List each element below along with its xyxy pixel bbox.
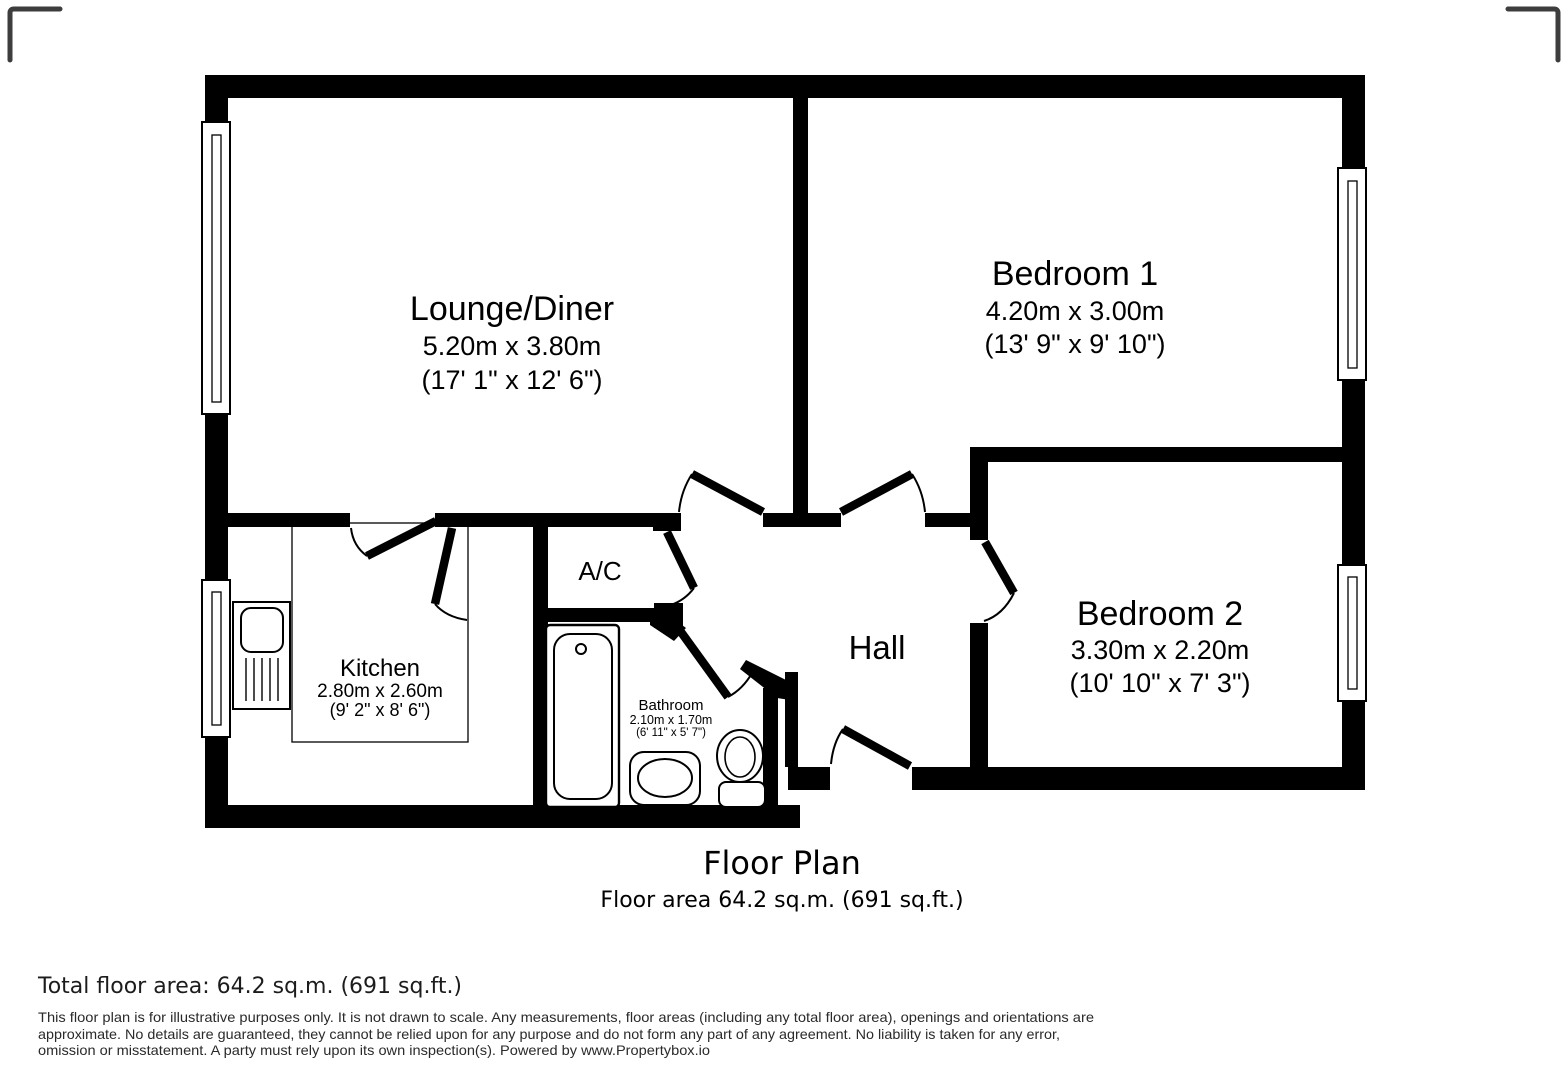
room-label-ac: A/C xyxy=(578,556,622,586)
total-floor-area: Total floor area: 64.2 sq.m. (691 sq.ft.) xyxy=(38,974,463,999)
room-dims-metric: 3.30m x 2.20m xyxy=(1070,635,1250,665)
door-icon xyxy=(841,474,925,512)
bathtub-icon xyxy=(546,625,619,807)
crop-mark-icon xyxy=(1508,9,1558,60)
door-icon xyxy=(435,528,467,620)
room-name: Bedroom 2 xyxy=(1076,595,1244,633)
room-dims-imperial: (17' 1" x 12' 6") xyxy=(421,365,603,395)
room-label-bedroom2 xyxy=(1069,595,1250,698)
window-icon xyxy=(1338,565,1366,701)
window-icon xyxy=(202,122,230,414)
room-label-bathroom xyxy=(630,697,713,739)
room-dims-metric: 2.80m x 2.60m xyxy=(317,681,443,702)
room-dims-metric: 4.20m x 3.00m xyxy=(985,296,1165,326)
plan-subtitle: Floor area 64.2 sq.m. (691 sq.ft.) xyxy=(600,888,964,913)
disclaimer-line: This floor plan is for illustrative purposes only. It is not drawn to scale. Any measurements, floor areas (including any total floor area), openings and orientations are xyxy=(38,1009,1095,1025)
toilet-icon xyxy=(717,730,765,807)
window-icon xyxy=(1338,168,1366,380)
plan-title: Floor Plan xyxy=(703,844,861,882)
door-icon xyxy=(984,542,1014,621)
sink-icon xyxy=(233,602,290,709)
room-dims-imperial: (10' 10" x 7' 3") xyxy=(1069,668,1251,698)
room-dims-imperial: (9' 2" x 8' 6") xyxy=(329,700,431,720)
window-icon xyxy=(202,580,230,737)
door-icon xyxy=(679,474,763,512)
room-name: Kitchen xyxy=(339,655,421,682)
disclaimer-line: omission or misstatement. A party must rely upon its own inspection(s). Powered by www.Propertybox.io xyxy=(38,1042,711,1058)
room-dims-imperial: (6' 11" x 5' 7") xyxy=(636,727,706,739)
room-dims-imperial: (13' 9" x 9' 10") xyxy=(984,329,1166,359)
room-name: Lounge/Diner xyxy=(409,290,615,328)
room-name: Bathroom xyxy=(638,697,704,714)
basin-icon xyxy=(630,752,700,805)
room-name: Bedroom 1 xyxy=(991,255,1159,293)
crop-mark-icon xyxy=(10,9,60,60)
room-label-lounge xyxy=(410,290,614,395)
door-icon xyxy=(351,521,436,556)
room-dims-metric: 2.10m x 1.70m xyxy=(629,713,713,727)
room-label-hall: Hall xyxy=(848,629,906,666)
room-dims-metric: 5.20m x 3.80m xyxy=(422,331,602,361)
door-icon xyxy=(667,532,694,605)
room-label-bedroom1 xyxy=(984,255,1165,359)
room-label-kitchen xyxy=(317,655,443,720)
door-icon xyxy=(831,729,910,766)
disclaimer-line: approximate. No details are guaranteed, they cannot be relied upon for any purpose and do not form any part of any agreement. No liability is taken for any error, xyxy=(38,1026,1060,1042)
door-icon xyxy=(681,632,752,697)
